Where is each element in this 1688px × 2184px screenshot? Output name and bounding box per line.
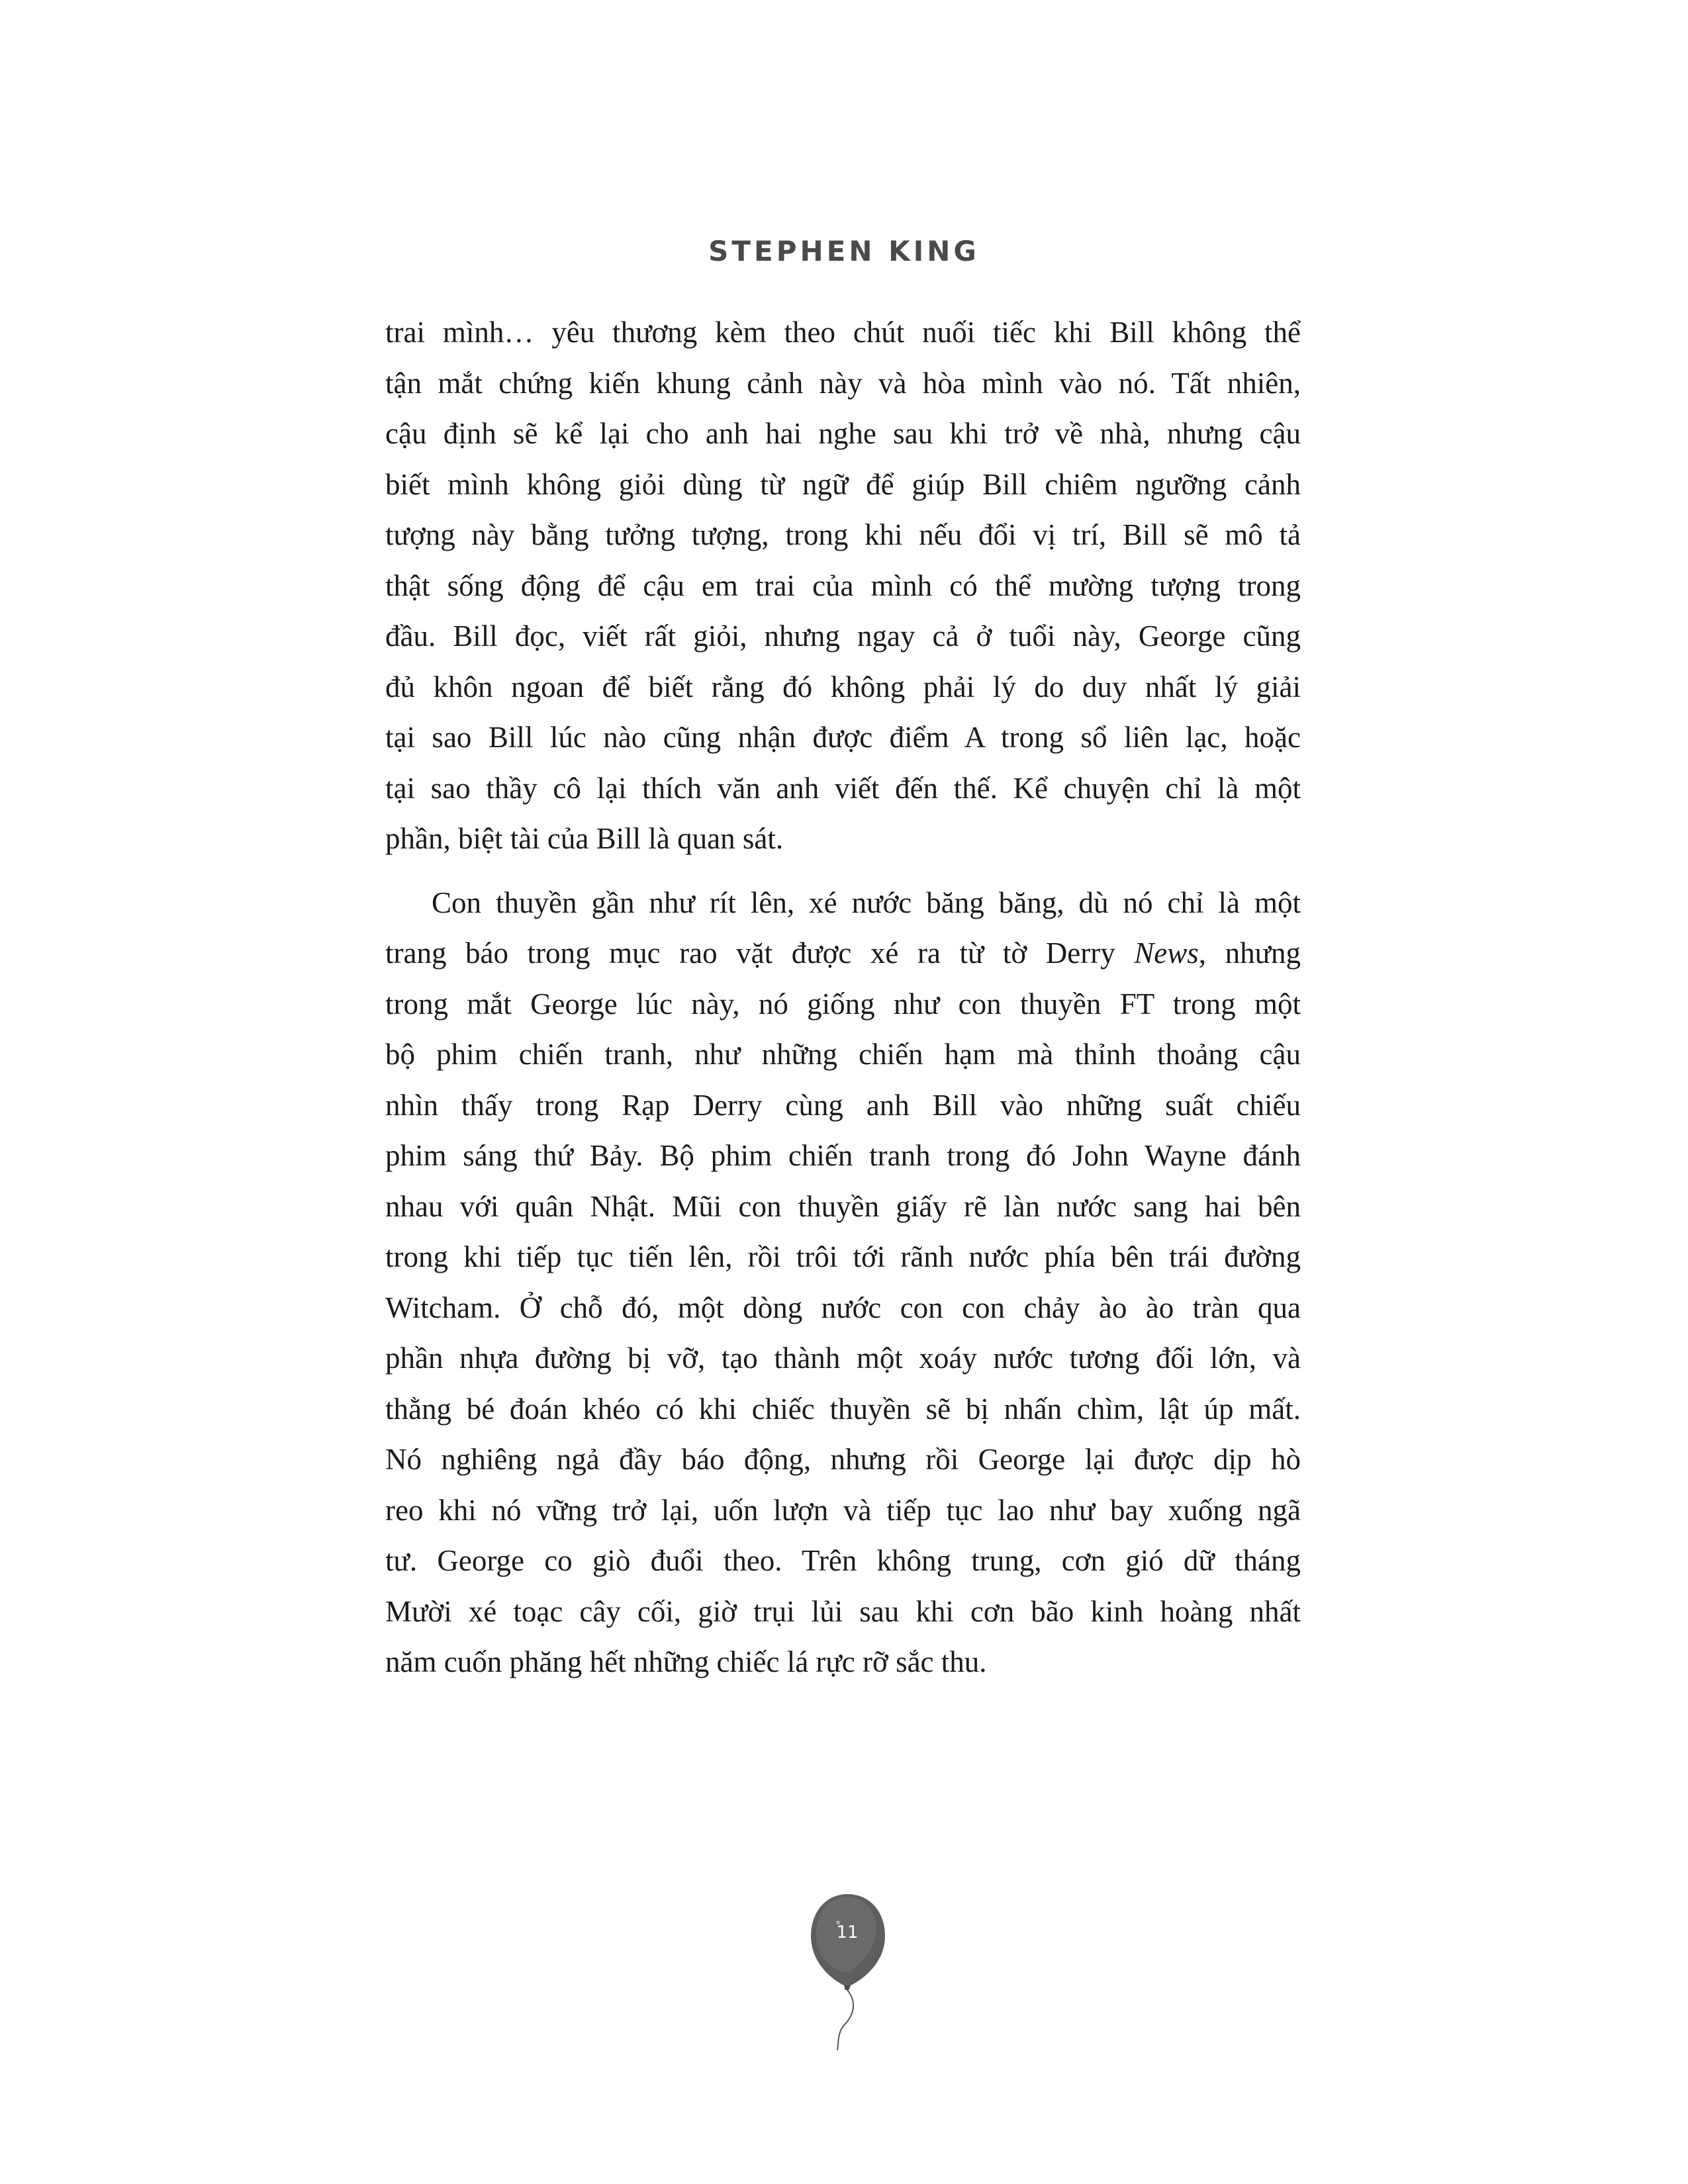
running-header-author: STEPHEN KING xyxy=(708,235,980,267)
text-line: Witcham. Ở chỗ đó, một dòng nước con con chảy ào ào tràn qua xyxy=(385,1291,1301,1324)
text-line xyxy=(385,928,1301,979)
text-line: phim sáng thứ Bảy. Bộ phim chiến tranh trong đó John Wayne đánh xyxy=(385,1139,1301,1172)
text-line: reo khi nó vững trở lại, uốn lượn và tiếp tục lao như bay xuống ngã xyxy=(385,1493,1301,1527)
text-line: biết mình không giỏi dùng từ ngữ để giúp Bill chiêm ngưỡng cảnh xyxy=(385,467,1301,501)
text-line: năm cuốn phăng hết những chiếc lá rực rỡ sắc thu. xyxy=(385,1645,987,1678)
text-line: cậu định sẽ kể lại cho anh hai nghe sau khi trở về nhà, nhưng cậu xyxy=(385,417,1301,450)
body-text xyxy=(385,307,1301,1688)
text-line: tận mắt chứng kiến khung cảnh này và hòa mình vào nó. Tất nhiên, xyxy=(385,366,1301,400)
text-line: Nó nghiêng ngả đầy báo động, nhưng rồi George lại được dịp hò xyxy=(385,1443,1301,1476)
text-line: đầu. Bill đọc, viết rất giỏi, nhưng ngay cả ở tuổi này, George cũng xyxy=(385,619,1301,653)
text-line: phần, biệt tài của Bill là quan sát. xyxy=(385,822,784,855)
page-number: 11 xyxy=(836,1923,859,1942)
text-line: tại sao Bill lúc nào cũng nhận được điểm A trong sổ liên lạc, hoặc xyxy=(385,721,1301,754)
balloon-icon xyxy=(804,1886,890,2052)
text-line: trong mắt George lúc này, nó giống như con thuyền FT trong một xyxy=(385,987,1301,1021)
text-line: thật sống động để cậu em trai của mình có thể mường tượng trong xyxy=(385,569,1301,602)
text-line: tượng này bằng tưởng tượng, trong khi nếu đổi vị trí, Bill sẽ mô tả xyxy=(385,518,1301,551)
text-line: tư. George co giò đuổi theo. Trên không trung, cơn gió dữ tháng xyxy=(385,1544,1301,1577)
paragraph-1 xyxy=(385,307,1301,864)
text-line: nhìn thấy trong Rạp Derry cùng anh Bill vào những suất chiếu xyxy=(385,1088,1301,1122)
text-line: tại sao thầy cô lại thích văn anh viết đến thế. Kể chuyện chỉ là một xyxy=(385,771,1301,805)
text-line: phần nhựa đường bị vỡ, tạo thành một xoáy nước tương đối lớn, và xyxy=(385,1342,1301,1375)
text-segment: , nhưng xyxy=(1198,936,1301,970)
text-line: bộ phim chiến tranh, như những chiến hạm mà thỉnh thoảng cậu xyxy=(385,1038,1301,1071)
text-line: nhau với quân Nhật. Mũi con thuyền giấy rẽ làn nước sang hai bên xyxy=(385,1189,1301,1223)
text-line: thằng bé đoán khéo có khi chiếc thuyền sẽ bị nhấn chìm, lật úp mất. xyxy=(385,1392,1301,1426)
italic-newspaper-name: News xyxy=(1134,936,1199,970)
text-segment: trang báo trong mục rao vặt được xé ra từ tờ Derry xyxy=(385,936,1135,970)
text-line: đủ khôn ngoan để biết rằng đó không phải lý do duy nhất lý giải xyxy=(385,670,1301,704)
text-line: trong khi tiếp tục tiến lên, rồi trôi tới rãnh nước phía bên trái đường xyxy=(385,1240,1301,1273)
text-line: Mười xé toạc cây cối, giờ trụi lủi sau khi cơn bão kinh hoàng nhất xyxy=(385,1594,1301,1628)
paragraph-2 xyxy=(385,878,1301,1688)
text-line: trai mình… yêu thương kèm theo chút nuối tiếc khi Bill không thể xyxy=(385,316,1301,349)
text-line: Con thuyền gần như rít lên, xé nước băng băng, dù nó chỉ là một xyxy=(432,886,1301,919)
